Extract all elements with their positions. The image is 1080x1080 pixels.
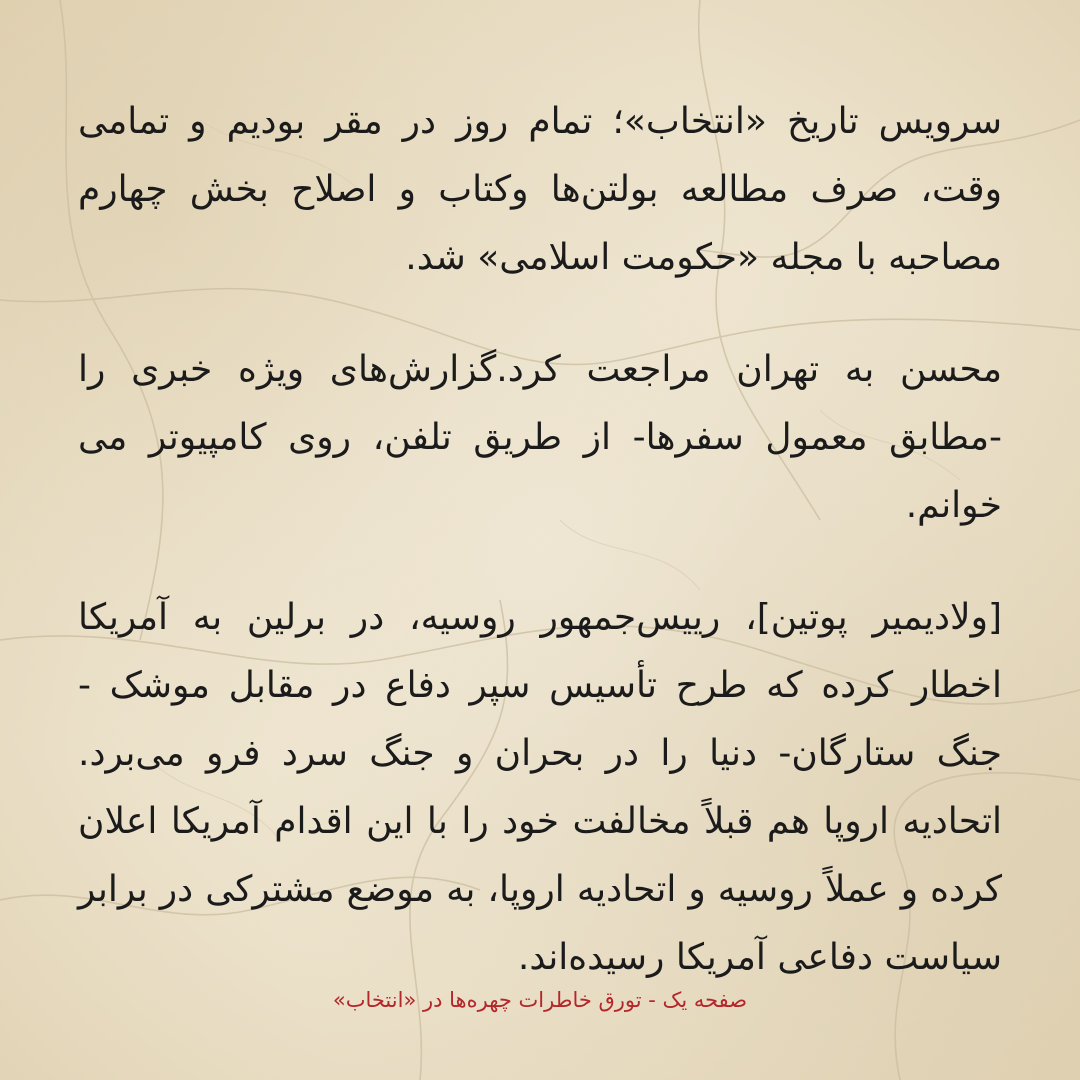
paragraph-3: [ولادیمیر پوتین]، رییس‌جمهور روسیه، در برلین به آمریکا اخطار کرده که طرح تأسیس سپر دفاع در مقابل موشک - جنگ ستارگان- دنیا را در بحران و جنگ سرد فرو می‌برد. اتحادیه اروپا هم قبلاً مخالفت خود را با این اقدام آمریکا اعلان کرده و عملاً روسیه و اتحادیه اروپا، به موضع مشترکی در برابر سیاست دفاعی آمریکا رسیده‌اند. (78, 597, 1002, 978)
article-body (78, 88, 1002, 992)
footer-caption: صفحه یک - تورق خاطرات چهره‌ها در «انتخاب» (332, 988, 748, 1012)
paragraph-1: سرویس تاریخ «انتخاب»؛ تمام روز در مقر بودیم و تمامی وقت، صرف مطالعه بولتن‌ها وکتاب و اصلاح بخش چهارم مصاحبه با مجله «حکومت اسلامی» شد. (78, 101, 1002, 278)
paragraph-2: محسن به تهران مراجعت کرد.گزارش‌های ویژه خبری را -مطابق معمول سفرها- از طریق تلفن، روی کامپیوتر می خوانم. (78, 349, 1002, 526)
